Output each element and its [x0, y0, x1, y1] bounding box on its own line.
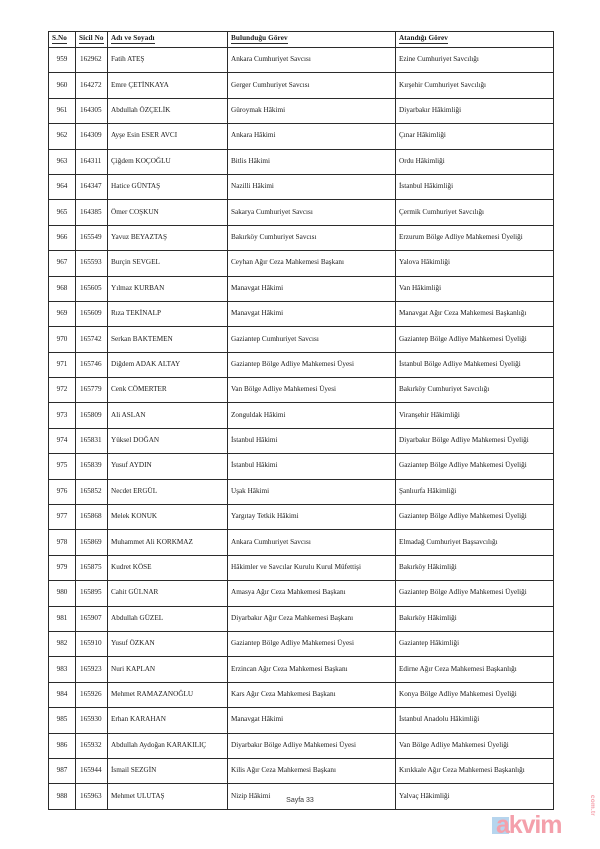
cell-sno: 985	[49, 708, 76, 733]
cell-sicil: 165926	[76, 682, 108, 707]
cell-name: Kudret KÖSE	[108, 555, 228, 580]
cell-cur: Güroymak Hâkimi	[228, 98, 396, 123]
cell-sno: 981	[49, 606, 76, 631]
cell-cur: Manavgat Hâkimi	[228, 276, 396, 301]
cell-sno: 959	[49, 48, 76, 73]
cell-new: Çermik Cumhuriyet Savcılığı	[396, 200, 554, 225]
cell-new: Van Bölge Adliye Mahkemesi Üyeliği	[396, 733, 554, 758]
cell-name: Cenk CÖMERTER	[108, 378, 228, 403]
watermark-wordmark: akvim	[496, 811, 562, 839]
cell-new: İstanbul Anadolu Hâkimliği	[396, 708, 554, 733]
cell-cur: Gerger Cumhuriyet Savcısı	[228, 73, 396, 98]
table-row	[49, 124, 554, 149]
cell-sno: 976	[49, 479, 76, 504]
cell-name: Abdullah Aydoğan KARAKILIÇ	[108, 733, 228, 758]
cell-name: Yılmaz KURBAN	[108, 276, 228, 301]
cell-name: Muhammet Ali KORKMAZ	[108, 530, 228, 555]
cell-sicil: 165605	[76, 276, 108, 301]
cell-new: Gaziantep Bölge Adliye Mahkemesi Üyeliği	[396, 581, 554, 606]
cell-cur: İstanbul Hâkimi	[228, 428, 396, 453]
cell-cur: Manavgat Hâkimi	[228, 301, 396, 326]
cell-cur: Nizip Hâkimi	[228, 784, 396, 809]
cell-cur: Manavgat Hâkimi	[228, 708, 396, 733]
cell-sicil: 164272	[76, 73, 108, 98]
cell-new: Gaziantep Bölge Adliye Mahkemesi Üyeliği	[396, 327, 554, 352]
cell-cur: Ceyhan Ağır Ceza Mahkemesi Başkanı	[228, 251, 396, 276]
cell-sicil: 165869	[76, 530, 108, 555]
table-row	[49, 251, 554, 276]
cell-cur: Gaziantep Bölge Adliye Mahkemesi Üyesi	[228, 631, 396, 656]
cell-sno: 974	[49, 428, 76, 453]
cell-sno: 962	[49, 124, 76, 149]
table-header	[49, 32, 554, 48]
cell-new: Diyarbakır Hâkimliği	[396, 98, 554, 123]
cell-cur: Van Bölge Adliye Mahkemesi Üyesi	[228, 378, 396, 403]
cell-new: Kırıkkale Ağır Ceza Mahkemesi Başkanlığı	[396, 758, 554, 783]
cell-sicil: 164311	[76, 149, 108, 174]
cell-sno: 960	[49, 73, 76, 98]
column-header-new-post	[396, 32, 554, 48]
cell-name: Abdullah GÜZEL	[108, 606, 228, 631]
cell-sicil: 164309	[76, 124, 108, 149]
cell-sno: 972	[49, 378, 76, 403]
table-row	[49, 505, 554, 530]
cell-sicil: 165932	[76, 733, 108, 758]
watermark-tld: com.tr	[589, 794, 596, 816]
table-row	[49, 606, 554, 631]
table-row	[49, 708, 554, 733]
cell-new: Gaziantep Bölge Adliye Mahkemesi Üyeliği	[396, 454, 554, 479]
cell-sicil: 164347	[76, 174, 108, 199]
cell-new: Yalova Hâkimliği	[396, 251, 554, 276]
cell-name: Abdullah ÖZÇELİK	[108, 98, 228, 123]
column-header-name	[108, 32, 228, 48]
cell-new: Elmadağ Cumhuriyet Başsavcılığı	[396, 530, 554, 555]
cell-name: Yusuf AYDIN	[108, 454, 228, 479]
cell-cur: Nazilli Hâkimi	[228, 174, 396, 199]
cell-new: Ordu Hâkimliği	[396, 149, 554, 174]
cell-new: Kırşehir Cumhuriyet Savcılığı	[396, 73, 554, 98]
table-row	[49, 428, 554, 453]
cell-cur: Gaziantep Bölge Adliye Mahkemesi Üyesi	[228, 352, 396, 377]
cell-sno: 970	[49, 327, 76, 352]
table-row	[49, 149, 554, 174]
cell-sno: 983	[49, 657, 76, 682]
cell-sno: 963	[49, 149, 76, 174]
cell-cur: Yargıtay Tetkik Hâkimi	[228, 505, 396, 530]
cell-cur: Gaziantep Cumhuriyet Savcısı	[228, 327, 396, 352]
cell-sno: 986	[49, 733, 76, 758]
cell-new: Manavgat Ağır Ceza Mahkemesi Başkanlığı	[396, 301, 554, 326]
cell-new: Bakırköy Hâkimliği	[396, 606, 554, 631]
table-row	[49, 631, 554, 656]
cell-sicil: 165895	[76, 581, 108, 606]
cell-sicil: 165963	[76, 784, 108, 809]
cell-sno: 973	[49, 403, 76, 428]
cell-name: Mehmet ULUTAŞ	[108, 784, 228, 809]
cell-sno: 964	[49, 174, 76, 199]
table-row	[49, 327, 554, 352]
table-row	[49, 378, 554, 403]
cell-cur: Kars Ağır Ceza Mahkemesi Başkanı	[228, 682, 396, 707]
cell-sicil: 165875	[76, 555, 108, 580]
cell-new: Gaziantep Bölge Adliye Mahkemesi Üyeliği	[396, 505, 554, 530]
cell-sicil: 165944	[76, 758, 108, 783]
cell-name: Serkan BAKTEMEN	[108, 327, 228, 352]
column-header-sno	[49, 32, 76, 48]
cell-sno: 969	[49, 301, 76, 326]
cell-new: Viranşehir Hâkimliği	[396, 403, 554, 428]
cell-sno: 982	[49, 631, 76, 656]
cell-name: Fatih ATEŞ	[108, 48, 228, 73]
cell-sicil: 165609	[76, 301, 108, 326]
cell-name: Emre ÇETİNKAYA	[108, 73, 228, 98]
cell-cur: İstanbul Hâkimi	[228, 454, 396, 479]
table-row	[49, 200, 554, 225]
table-row	[49, 352, 554, 377]
cell-name: Yavuz BEYAZTAŞ	[108, 225, 228, 250]
cell-sno: 967	[49, 251, 76, 276]
cell-cur: Bakırköy Cumhuriyet Savcısı	[228, 225, 396, 250]
cell-name: Erhan KARAHAN	[108, 708, 228, 733]
cell-new: Yalvaç Hâkimliği	[396, 784, 554, 809]
cell-cur: Ankara Hâkimi	[228, 124, 396, 149]
cell-cur: Hâkimler ve Savcılar Kurulu Kurul Müfettişi	[228, 555, 396, 580]
cell-sicil: 165852	[76, 479, 108, 504]
cell-sicil: 162962	[76, 48, 108, 73]
cell-sicil: 165742	[76, 327, 108, 352]
table-row	[49, 73, 554, 98]
cell-name: Yusuf ÖZKAN	[108, 631, 228, 656]
table-row	[49, 403, 554, 428]
cell-sno: 980	[49, 581, 76, 606]
cell-new: Van Hâkimliği	[396, 276, 554, 301]
cell-sicil: 165779	[76, 378, 108, 403]
cell-sno: 971	[49, 352, 76, 377]
cell-new: Konya Bölge Adliye Mahkemesi Üyeliği	[396, 682, 554, 707]
table-row	[49, 301, 554, 326]
table-row	[49, 555, 554, 580]
cell-new: Diyarbakır Bölge Adliye Mahkemesi Üyeliği	[396, 428, 554, 453]
cell-sicil: 165746	[76, 352, 108, 377]
cell-sicil: 165593	[76, 251, 108, 276]
cell-name: Cahit GÜLNAR	[108, 581, 228, 606]
cell-cur: Ankara Cumhuriyet Savcısı	[228, 530, 396, 555]
cell-new: Şanlıurfa Hâkimliği	[396, 479, 554, 504]
cell-new: Gaziantep Hâkimliği	[396, 631, 554, 656]
cell-cur: Amasya Ağır Ceza Mahkemesi Başkanı	[228, 581, 396, 606]
cell-sno: 968	[49, 276, 76, 301]
cell-sicil: 165923	[76, 657, 108, 682]
column-header-sicil	[76, 32, 108, 48]
column-header-sicil-label: Sicil No	[79, 35, 104, 44]
cell-cur: Bitlis Hâkimi	[228, 149, 396, 174]
cell-name: Ali ASLAN	[108, 403, 228, 428]
cell-sno: 965	[49, 200, 76, 225]
cell-cur: Diyarbakır Ağır Ceza Mahkemesi Başkanı	[228, 606, 396, 631]
cell-sno: 966	[49, 225, 76, 250]
cell-sicil: 164305	[76, 98, 108, 123]
cell-new: İstanbul Bölge Adliye Mahkemesi Üyeliği	[396, 352, 554, 377]
cell-name: Rıza TEKİNALP	[108, 301, 228, 326]
cell-cur: Kilis Ağır Ceza Mahkemesi Başkanı	[228, 758, 396, 783]
cell-sicil: 165831	[76, 428, 108, 453]
cell-new: Bakırköy Cumhuriyet Savcılığı	[396, 378, 554, 403]
column-header-name-label: Adı ve Soyadı	[111, 35, 155, 44]
cell-sno: 984	[49, 682, 76, 707]
table-row	[49, 48, 554, 73]
cell-sno: 987	[49, 758, 76, 783]
cell-sno: 961	[49, 98, 76, 123]
cell-new: Edirne Ağır Ceza Mahkemesi Başkanlığı	[396, 657, 554, 682]
cell-name: Çiğdem KOÇOĞLU	[108, 149, 228, 174]
cell-new: Erzurum Bölge Adliye Mahkemesi Üyeliği	[396, 225, 554, 250]
table-row	[49, 758, 554, 783]
cell-cur: Uşak Hâkimi	[228, 479, 396, 504]
table-row	[49, 682, 554, 707]
cell-sno: 975	[49, 454, 76, 479]
cell-sno: 978	[49, 530, 76, 555]
cell-sno: 977	[49, 505, 76, 530]
column-header-new-post-label: Atandığı Görev	[399, 35, 448, 44]
table-row	[49, 657, 554, 682]
cell-sicil: 165809	[76, 403, 108, 428]
cell-name: Hatice GÜNTAŞ	[108, 174, 228, 199]
cell-name: Burçin SEVGEL	[108, 251, 228, 276]
cell-sicil: 165868	[76, 505, 108, 530]
table-row	[49, 454, 554, 479]
cell-name: İsmail SEZGİN	[108, 758, 228, 783]
cell-sicil: 165907	[76, 606, 108, 631]
cell-cur: Erzincan Ağır Ceza Mahkemesi Başkanı	[228, 657, 396, 682]
cell-sicil: 165549	[76, 225, 108, 250]
table-row	[49, 174, 554, 199]
cell-new: İstanbul Hâkimliği	[396, 174, 554, 199]
cell-cur: Sakarya Cumhuriyet Savcısı	[228, 200, 396, 225]
cell-sicil: 164385	[76, 200, 108, 225]
cell-cur: Diyarbakır Bölge Adliye Mahkemesi Üyesi	[228, 733, 396, 758]
cell-new: Çınar Hâkimliği	[396, 124, 554, 149]
cell-new: Bakırköy Hâkimliği	[396, 555, 554, 580]
table-body	[49, 48, 554, 810]
table-row	[49, 581, 554, 606]
cell-name: Mehmet RAMAZANOĞLU	[108, 682, 228, 707]
cell-sicil: 165839	[76, 454, 108, 479]
cell-cur: Zonguldak Hâkimi	[228, 403, 396, 428]
column-header-current-post-label: Bulunduğu Görev	[231, 35, 288, 44]
cell-sno: 988	[49, 784, 76, 809]
column-header-sno-label: S.No	[52, 35, 67, 44]
cell-cur: Ankara Cumhuriyet Savcısı	[228, 48, 396, 73]
cell-name: Ayşe Esin ESER AVCI	[108, 124, 228, 149]
cell-name: Diğdem ADAK ALTAY	[108, 352, 228, 377]
appointments-table	[48, 31, 554, 810]
table-row	[49, 98, 554, 123]
cell-name: Melek KONUK	[108, 505, 228, 530]
cell-name: Ömer COŞKUN	[108, 200, 228, 225]
page-footer: Sayfa 33	[286, 797, 314, 804]
cell-new: Ezine Cumhuriyet Savcılığı	[396, 48, 554, 73]
table-row	[49, 479, 554, 504]
cell-name: Nuri KAPLAN	[108, 657, 228, 682]
table-header-row	[49, 32, 554, 48]
table-row	[49, 276, 554, 301]
column-header-current-post	[228, 32, 396, 48]
table-row	[49, 225, 554, 250]
cell-name: Necdet ERGÜL	[108, 479, 228, 504]
cell-sicil: 165930	[76, 708, 108, 733]
cell-sicil: 165910	[76, 631, 108, 656]
cell-sno: 979	[49, 555, 76, 580]
takvim-watermark	[492, 794, 596, 844]
cell-name: Yüksel DOĞAN	[108, 428, 228, 453]
table-row	[49, 530, 554, 555]
table-row	[49, 733, 554, 758]
